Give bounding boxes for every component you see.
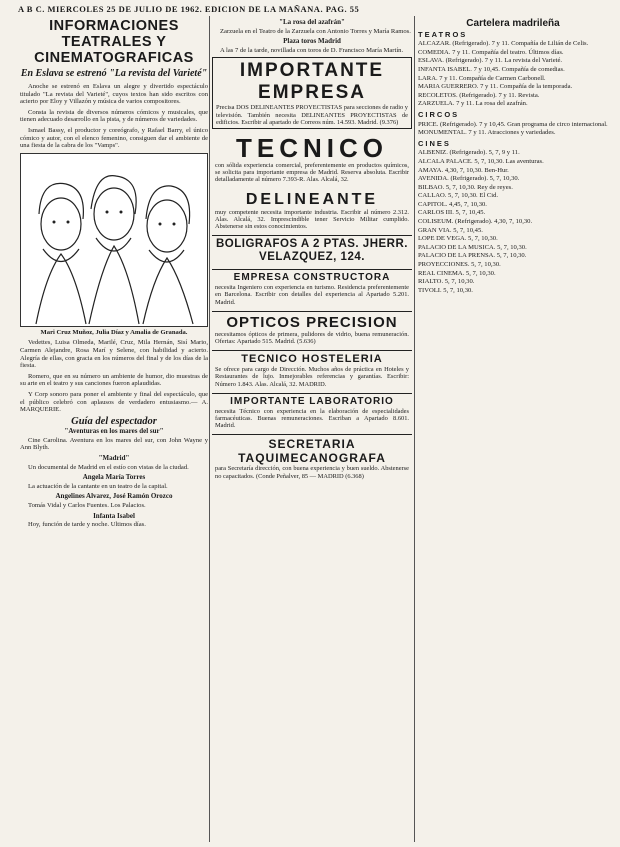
ad-text: para Secretaría dirección, con buena experiencia y buen sueldo. Abstenerse no capacitados. (Conde Peñalver, 85 — MADRID (6.368) [215,465,409,480]
billboard-item: MONUMENTAL. 7 y 11. Atracciones y variedades. [418,129,556,137]
ad-text: necesita Ingeniero con experiencia en turismo. Residencia preferentemente en Barcelona. Escribir con detalles del experiencia al Apartado 5.201. Madrid. [215,284,409,306]
column-theatre-news [20,16,208,842]
billboard-item: ZARZUELA. 7 y 11. La rosa del azafrán. [418,100,528,108]
billboard-item: RIALTO. 5, 7, 10,30. [418,278,475,286]
billboard-item: GRAN VIA. 5, 7, 10,45. [418,226,483,234]
article-paragraph: Anoche se estrenó en Eslava un alegre y divertido espectáculo titulado "La revista del Varieté", cuyos textos han sido escritos con acierto por Eloy y Villazón y música de varios compositores. [20,83,208,106]
classified-ad [212,393,412,432]
billboard-item: AVENIDA. (Refrigerado). 5, 7, 10,30. [418,175,520,183]
guide-entry-title: Angelines Alvarez, José Ramón Orozco [55,492,173,501]
ad-headline: IMPORTANTE LABORATORIO [230,395,394,407]
photo-caption: Mari Cruz Muñoz, Julia Díaz y Amalia de Granada. [40,328,188,336]
classified-ad [212,311,412,347]
classified-ad [212,57,412,129]
billboard-item: ALCALA PALACE. 5, 7, 10,30. Las aventuras. [418,157,544,165]
classified-ad [212,434,412,481]
column-billboard [418,16,608,842]
guide-entry-title: Infanta Isabel [93,511,135,520]
ad-text: Precisa DOS DELINEANTES PROYECTISTAS para secciones de radio y televisión. También necesita DELINEANTES PROYECTISTAS de edificios. Escribir al apartado de Correos núm. 14.593. Madrid. (9.376) [216,104,408,126]
ad-headline: BOLIGRAFOS A 2 PTAS. JHERR. VELAZQUEZ, 124. [216,238,408,264]
billboard-item: TIVOLI. 5, 7, 10,30. [418,286,473,294]
classified-ad [212,269,412,308]
article-subhead: En Eslava se estrenó "La revista del Varieté" [20,68,208,79]
guide-entry-title: Angela María Torres [82,473,146,482]
billboard-item: CARLOS III. 5, 7, 10,45. [418,209,486,217]
guide-entry-text: La actuación de la cantante en un teatro de la capital. [28,482,168,490]
ad-text: con sólida experiencia comercial, preferentemente en productos químicos, se solicita para importante empresa de Madrid. Reserva absoluta. Escribir detalladamente al número 7.393-R. Alas. Alcalá, 32. [215,161,409,184]
ad-headline: EMPRESA CONSTRUCTORA [233,272,391,284]
article-paragraph: Vedettes, Luisa Olmeda, Marilé, Cruz, Mila Hernán, Sisí Mario, Carmen Alejandre, Rosa Marí y Selene, con habilidad y acierto. Alegría de ellas, con gracia en los números del final y de los días de la fiesta. [20,339,208,370]
article-paragraph: Consta la revista de diversos números cómicos y musicales, que tienen adecuado desarrollo en la pista, y de números de variedades. [20,108,208,124]
billboard-section-title: CIRCOS [418,109,460,119]
billboard-item: AMAYA. 4,30, 7, 10,30. Ben-Hur. [418,166,509,174]
guide-title: Guía del espectador [71,415,157,427]
article-paragraph: Romero, que en su número un ambiente de humor, dio muestras de su arte en el teatro y sus canciones fueron aplaudidas. [20,372,208,388]
classified-ad [212,189,412,233]
ad-text: muy competente necesita importante industria. Escribir al número 2.312. Alas. Alcalá, 32. Imprescindible tener Servicio Militar cumplido. Abstenerse sin estos conocimientos. [215,208,409,230]
listing-title: "La rosa del azafrán" [279,18,345,26]
ad-text: necesitamos ópticos de primera, pulidores de vidrio, buena remuneración. Ofertas: Apartado 515. Madrid. (5.636) [215,330,409,346]
billboard-item: LARA. 7 y 11. Compañía de Carmen Carbonell. [418,74,546,82]
billboard-section-title: CINES [418,138,451,148]
listing-text: A las 7 de la tarde, novillada con toros de D. Francisco María Martín. [220,46,404,54]
billboard-item: COMEDIA. 7 y 11. Compañía del teatro. Últimos días. [418,48,564,56]
billboard-item: LOPE DE VEGA. 5, 7, 10,30. [418,235,498,243]
ad-text: Se ofrece para cargo de Dirección. Muchos años de práctica en Hoteles y Restaurantes de lujo. Inmejorables referencias y garantías. Escribir: Número 1.843. Alas. Alcalá, 32. MADRID. [215,366,409,388]
billboard-item: ALCAZAR. (Refrigerado). 7 y 11. Compañía de Lilián de Celis. [418,40,589,48]
billboard-item: ESLAVA. (Refrigerado). 7 y 11. La revista del Varieté. [418,57,563,65]
listing-text: Zarzuela en el Teatro de la Zarzuela con Antonio Torres y María Ramos. [220,27,411,35]
billboard-item: PROYECCIONES. 5, 7, 10,30. [418,261,501,269]
page-header: A B C. MIERCOLES 25 DE JULIO DE 1962. EDICION DE LA MAÑANA. PAG. 55 [18,4,360,14]
billboard-section-title: TEATROS [418,29,468,39]
article-paragraph: Ismael Bassy, el productor y coreógrafo, y Rafael Barry, el único cómico y autor, con el elenco femenino, consiguen dar el ambiente de una fiesta de la cabra de los "Vamps". [20,126,208,150]
billboard-item: BILBAO. 5, 7, 10,30. Rey de reyes. [418,183,513,191]
classified-ad [212,132,412,186]
billboard-item: REAL CINEMA. 5, 7, 10,30. [418,269,496,277]
guide-entry-text: Un documental de Madrid en el estío con vistas de la ciudad. [28,463,189,471]
ad-headline: IMPORTANTE EMPRESA [239,60,385,104]
ad-headline: DELINEANTE [245,190,379,208]
section-headline: INFORMACIONES TEATRALES Y CINEMATOGRAFICAS [34,18,194,66]
billboard-item: INFANTA ISABEL. 7 y 10,45. Compañía de comedias. [418,65,565,73]
billboard-title: Cartelera madrileña [466,18,560,29]
billboard-item: RECOLETOS. (Refrigerado). 7 y 11. Revista. [418,91,540,99]
column-classified-ads [212,16,412,842]
column-rule [414,16,415,842]
ad-headline: SECRETARIA TAQUIMECANOGRAFA [238,437,386,466]
billboard-item: PALACIO DE LA PRENSA. 5, 7, 10,30. [418,252,527,260]
three-women-illustration [21,154,207,326]
listing-title: Plaza toros Madrid [283,37,341,46]
billboard-item: COLISEUM. (Refrigerado). 4,30, 7, 10,30. [418,218,533,226]
ad-headline: OPTICOS PRECISION [226,313,398,331]
billboard-item: PRICE. (Refrigerado). 7 y 10,45. Gran programa de circo internacional. [418,120,608,128]
classified-ad [212,235,412,266]
billboard-item: ALBENIZ. (Refrigerado). 5, 7, 9 y 11. [418,149,520,157]
article-paragraph: Y Corp sonoro para poner el ambiente y final del espectáculo, que el público celebró con aplausos de verdadero entusiasmo.— A. MARQUERIE. [20,390,208,414]
billboard-item: CAPITOL. 4,45, 7, 10,30. [418,200,487,208]
classified-ad [212,350,412,390]
ad-text: necesita Técnico con experiencia en la elaboración de especialidades farmacéuticas. Buenas remuneraciones. Escriban a Apartado 8.601. Madrid. [215,407,409,430]
billboard-item: PALACIO DE LA MUSICA. 5, 7, 10,30. [418,243,527,251]
guide-entry-title: "Madrid" [98,454,130,463]
column-rule [209,16,210,842]
guide-entry-title: "Aventuras en los mares del sur" [64,427,164,436]
ad-headline: TECNICO HOSTELERIA [241,353,383,366]
billboard-item: CALLAO. 5, 7, 10,30. El Cid. [418,192,499,200]
guide-entry-text: Hoy, función de tarde y noche. Ultimos días. [28,521,146,529]
guide-entry-text: Cine Carolina. Aventura en los mares del sur, con John Wayne y Ann Blyth. [20,436,208,452]
ad-headline: TECNICO [236,132,388,163]
guide-entry-text: Tomás Vidal y Carlos Fuentes. Los Palacios. [28,502,146,510]
billboard-item: MARIA GUERRERO. 7 y 11. Compañía de la temporada. [418,83,573,91]
article-photo [20,153,208,327]
